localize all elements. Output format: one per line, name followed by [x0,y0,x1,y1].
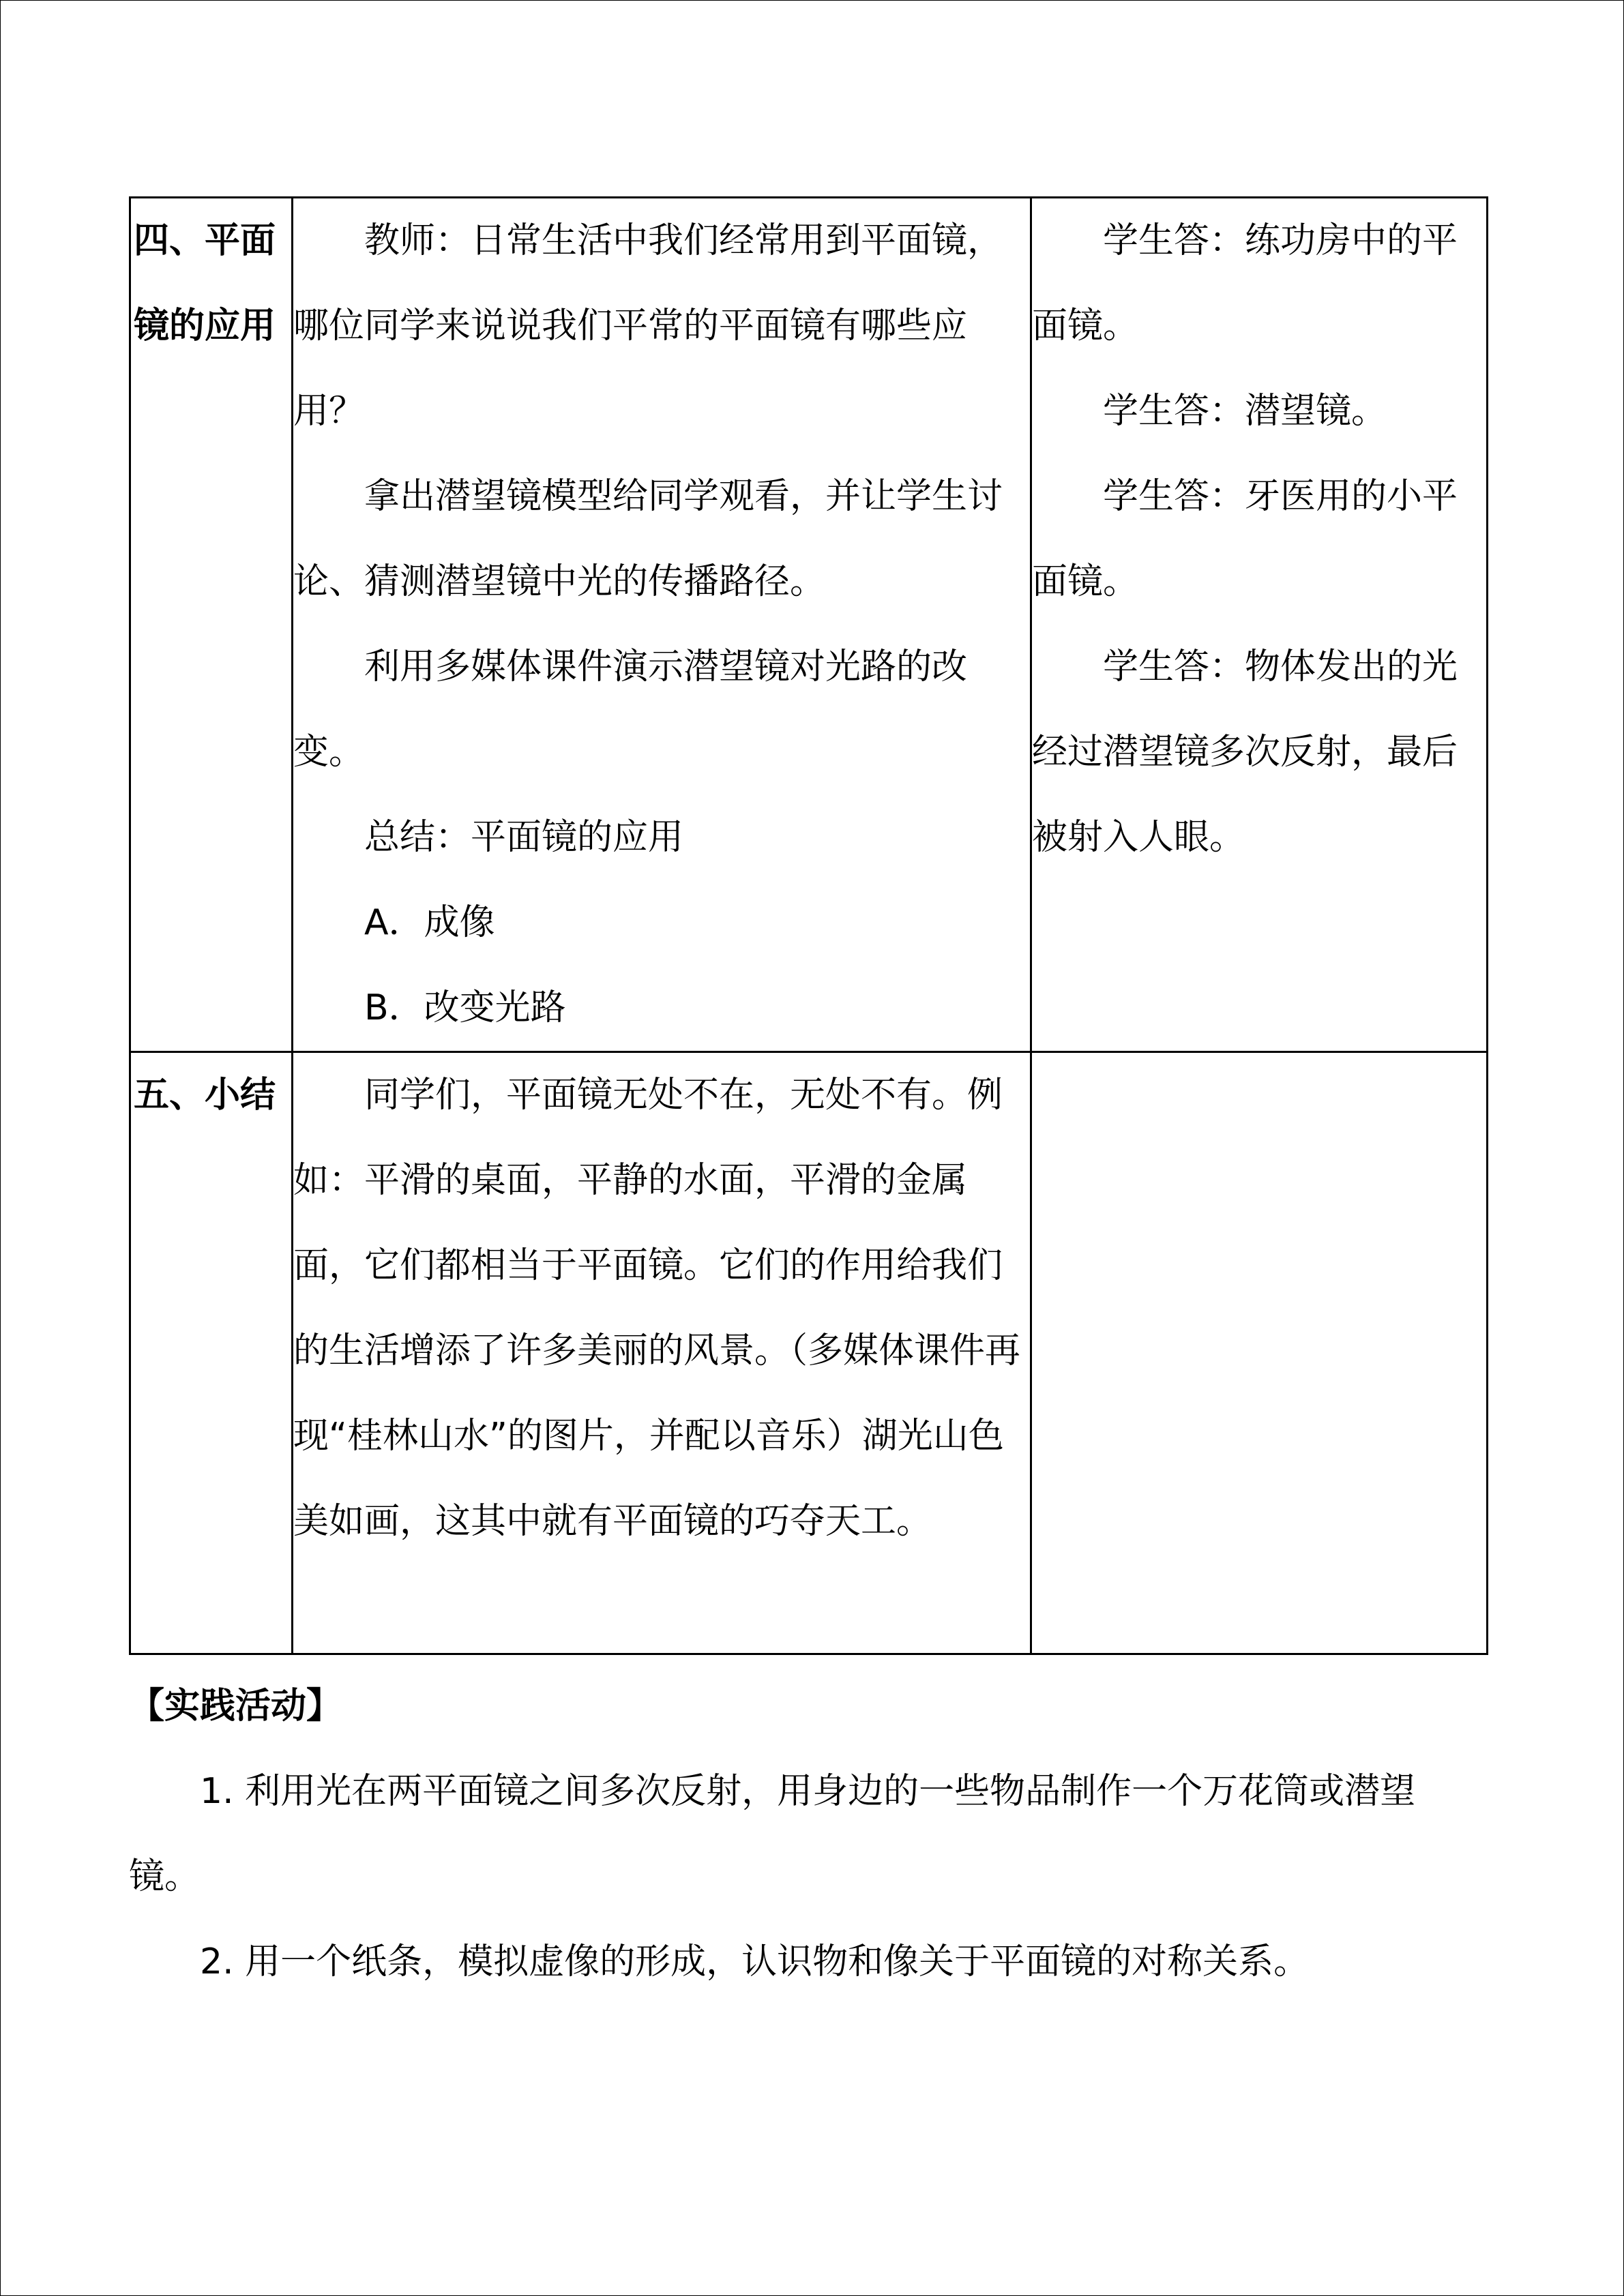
teacher-paragraph: 同学们，平面镜无处不在，无处不有。例如：平滑的桌面，平静的水面，平滑的金属面，它们都相当于平面镜。它们的作用给我们的生活增添了许多美丽的风景。（多媒体课件再现“桂林山水”的图片，并配以音乐）湖光山色美如画，这其中就有平面镜的巧夺天工。 [293,1075,1021,1542]
table-row [130,1052,1488,1654]
student-paragraph: 学生答：练功房中的平面镜。 [1032,220,1458,346]
section-title: 五、小结 [130,1052,293,1654]
student-paragraph: 学生答：物体发出的光经过潜望镜多次反射，最后被射入人眼。 [1032,646,1458,858]
teacher-paragraph: A．成像 [364,902,495,943]
student-paragraph: 学生答：潜望镜。 [1103,391,1387,432]
section-title: 四、平面镜的应用 [130,198,293,1052]
table-row [130,198,1488,1052]
teacher-paragraph: 拿出潜望镜模型给同学观看，并让学生讨论、猜测潜望镜中光的传播路径。 [293,476,1003,602]
practice-section [129,1664,1486,2005]
teacher-activity-cell [293,1052,1031,1654]
teacher-paragraph: B．改变光路 [364,987,566,1028]
teacher-paragraph: 利用多媒体课件演示潜望镜对光路的改变。 [293,646,968,773]
student-activity-cell [1031,1052,1488,1654]
lesson-plan-table [129,196,1488,1655]
student-activity-cell [1031,198,1488,1052]
practice-item: 1. 利用光在两平面镜之间多次反射，用身边的一些物品制作一个万花筒或潜望镜。 [129,1771,1416,1897]
practice-heading: 【实践活动】 [129,1686,342,1727]
teacher-paragraph: 总结：平面镜的应用 [364,817,684,858]
teacher-paragraph: 教师：日常生活中我们经常用到平面镜，哪位同学来说说我们平常的平面镜有哪些应用？ [293,220,1003,432]
teacher-activity-cell [293,198,1031,1052]
student-paragraph: 学生答：牙医用的小平面镜。 [1032,476,1458,602]
practice-item: 2. 用一个纸条，模拟虚像的形成，认识物和像关于平面镜的对称关系。 [200,1941,1310,1982]
